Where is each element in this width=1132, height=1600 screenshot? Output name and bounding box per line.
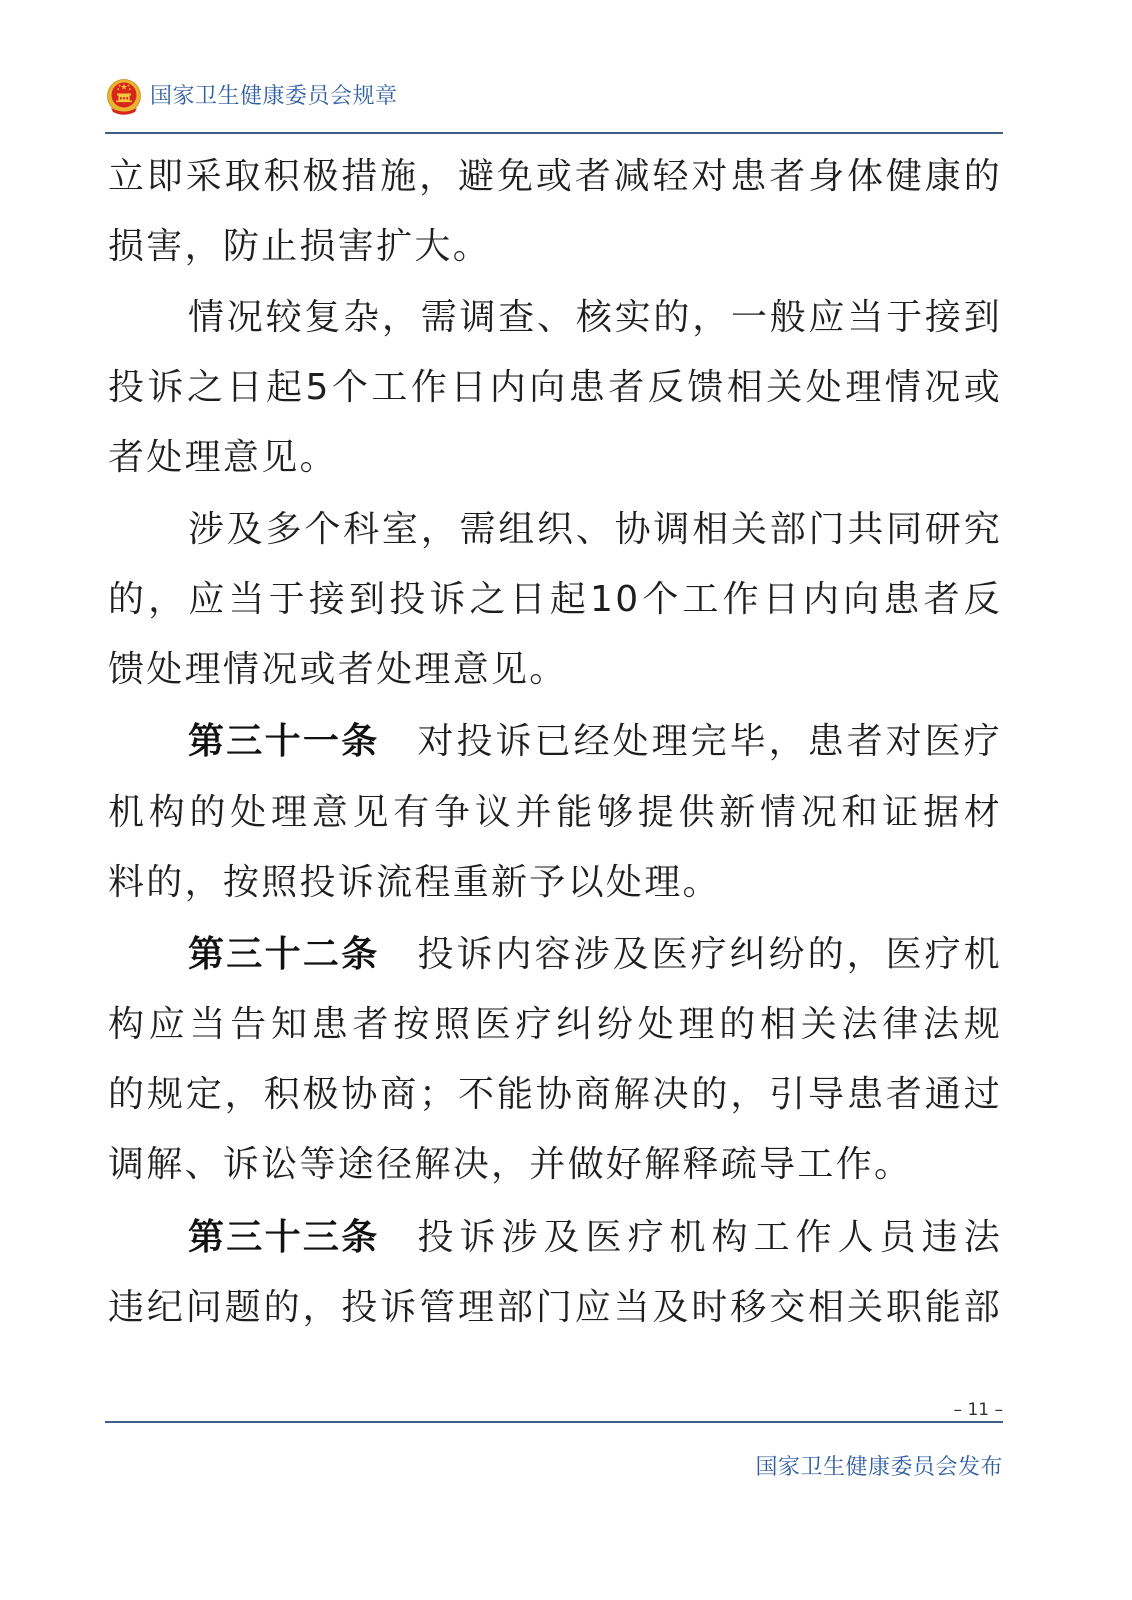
header-rule (105, 132, 1003, 134)
page-number: – 11 – (953, 1400, 1003, 1420)
footer-publisher: 国家卫生健康委员会发布 (755, 1455, 1003, 1480)
body-line: 机构的处理意见有争议并能够提供新情况和证据材 (108, 792, 1002, 833)
body-line: 调解、诉讼等途径解决，并做好解释疏导工作。 (108, 1144, 913, 1185)
article-32-first-line (188, 930, 1002, 980)
body-line: 涉及多个科室，需组织、协调相关部门共同研究 (188, 509, 1002, 550)
body-line: 损害，防止损害扩大。 (108, 226, 492, 267)
article-text: 投诉涉及医疗机构工作人员违法 (417, 1217, 1002, 1258)
article-31-first-line (188, 717, 1002, 767)
body-line: 的，应当于接到投诉之日起10个工作日内向患者反 (108, 579, 1002, 620)
article-text: 投诉内容涉及医疗纠纷的，医疗机 (417, 934, 1002, 975)
body-line: 情况较复杂，需调查、核实的，一般应当于接到 (188, 297, 1002, 338)
national-emblem-icon (106, 78, 142, 116)
article-label: 第三十三条 (188, 1217, 380, 1258)
article-label-gap (380, 1213, 418, 1263)
body-line: 立即采取积极措施，避免或者减轻对患者身体健康的 (108, 156, 1002, 197)
header-title: 国家卫生健康委员会规章 (150, 84, 398, 109)
body-line: 违纪问题的，投诉管理部门应当及时移交相关职能部 (108, 1287, 1002, 1328)
article-text: 对投诉已经处理完毕，患者对医疗 (417, 721, 1002, 762)
article-label: 第三十一条 (188, 721, 380, 762)
body-line: 者处理意见。 (108, 437, 338, 478)
article-label-gap (380, 930, 418, 980)
article-label-gap (380, 717, 418, 767)
body-line: 料的，按照投诉流程重新予以处理。 (108, 862, 721, 903)
body-line: 投诉之日起5个工作日内向患者反馈相关处理情况或 (108, 367, 1002, 408)
body-line: 馈处理情况或者处理意见。 (108, 649, 568, 690)
article-label: 第三十二条 (188, 934, 380, 975)
body-line: 构应当告知患者按照医疗纠纷处理的相关法律法规 (108, 1004, 1002, 1045)
footer-rule (105, 1421, 1003, 1423)
body-line: 的规定，积极协商；不能协商解决的，引导患者通过 (108, 1074, 1002, 1115)
article-33-first-line (188, 1213, 1002, 1263)
